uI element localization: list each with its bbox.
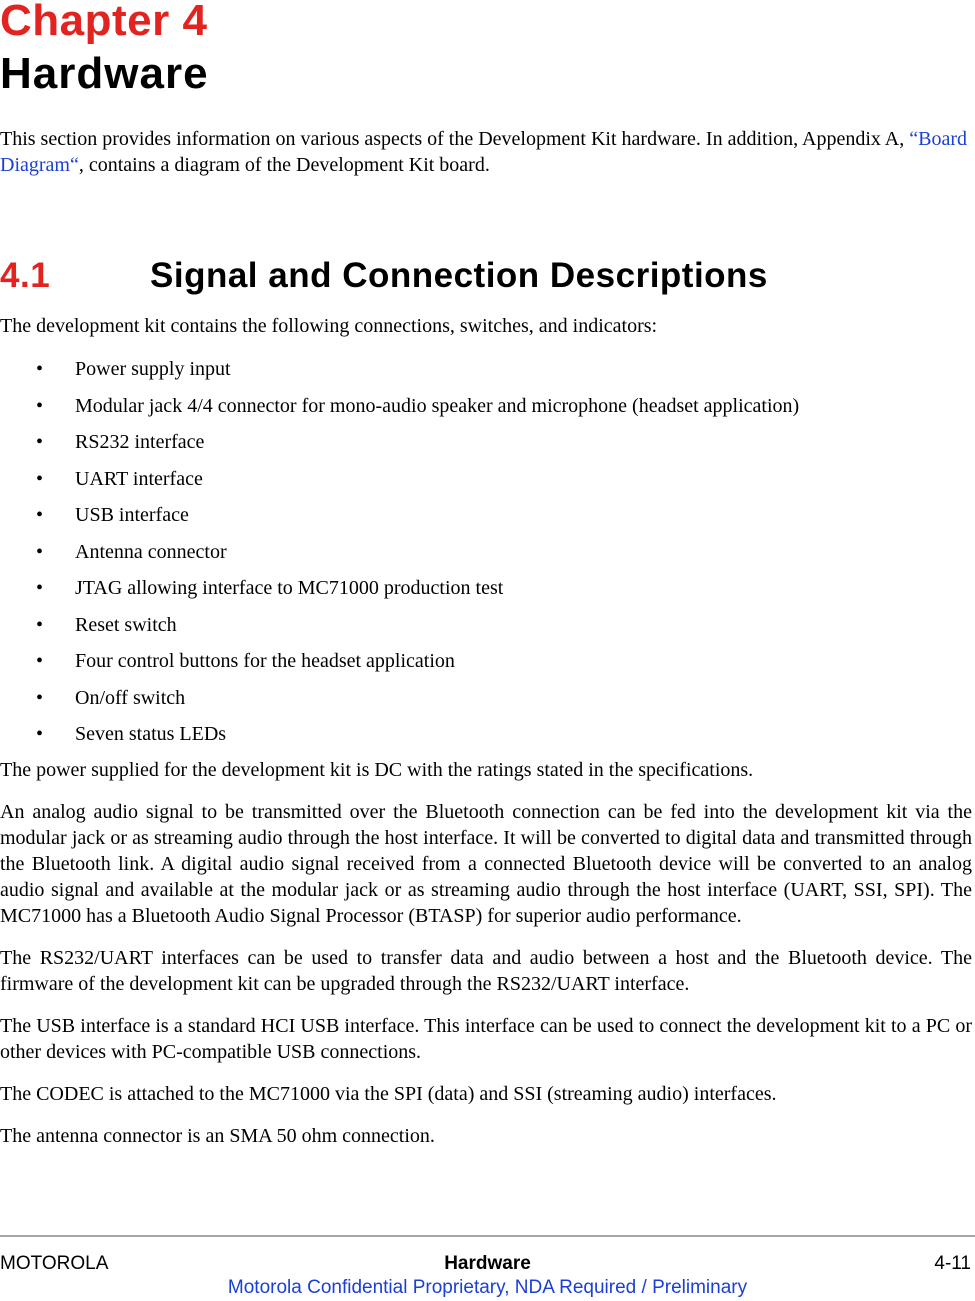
feature-list xyxy=(0,356,799,758)
intro-text-after: , contains a diagram of the Development Kit board. xyxy=(78,154,490,176)
paragraph-rs232-uart: The RS232/UART interfaces can be used to transfer data and audio between a host and the Bluetooth device. The firmware of the development kit can be upgraded through the RS232/UART interface. xyxy=(0,947,972,995)
board-diagram-link[interactable]: “Board Diagram“ xyxy=(0,128,968,176)
paragraph-codec: The CODEC is attached to the MC71000 via the SPI (data) and SSI (streaming audio) interfaces. xyxy=(0,1083,777,1105)
list-item-text: Power supply input xyxy=(75,358,231,380)
body-text xyxy=(0,757,972,1165)
list-item-text: Seven status LEDs xyxy=(75,723,227,745)
chapter-label: Chapter 4 xyxy=(0,0,208,45)
list-item xyxy=(0,466,799,503)
list-item xyxy=(0,393,799,430)
intro-text-before: This section provides information on various aspects of the Development Kit hardware. In addition, Appendix A, xyxy=(0,128,910,150)
footer-confidential-notice: Motorola Confidential Proprietary, NDA Required / Preliminary xyxy=(227,1277,748,1298)
section-heading xyxy=(0,254,768,298)
list-item xyxy=(0,575,799,612)
paragraph-usb: The USB interface is a standard HCI USB interface. This interface can be used to connect the development kit to a PC or other devices with PC-compatible USB connections. xyxy=(0,1015,972,1063)
list-item xyxy=(0,356,799,393)
chapter-title: Hardware xyxy=(0,49,209,98)
bullet-icon: • xyxy=(36,650,44,672)
list-item xyxy=(0,612,799,649)
list-item-text: Antenna connector xyxy=(75,540,227,563)
bullet-icon: • xyxy=(36,540,44,563)
bullet-icon: • xyxy=(36,686,44,709)
list-item-text: JTAG allowing interface to MC71000 production test xyxy=(75,577,504,599)
bullet-icon: • xyxy=(36,723,44,745)
list-item xyxy=(0,685,799,722)
footer-company: MOTOROLA xyxy=(0,1253,109,1274)
footer-page-number: 4-11 xyxy=(934,1253,971,1274)
bullet-icon: • xyxy=(36,577,44,599)
footer-chapter-title: Hardware xyxy=(444,1253,531,1274)
bullet-icon: • xyxy=(36,358,44,380)
paragraph-antenna: The antenna connector is an SMA 50 ohm connection. xyxy=(0,1125,435,1147)
list-item-text: Modular jack 4/4 connector for mono-audio speaker and microphone (headset application) xyxy=(75,394,800,417)
list-item xyxy=(0,648,799,685)
list-item-text: RS232 interface xyxy=(75,431,205,453)
list-item-text: Four control buttons for the headset application xyxy=(75,650,455,672)
section-title: Signal and Connection Descriptions xyxy=(150,256,768,295)
list-item-text: UART interface xyxy=(75,467,203,490)
bullet-icon: • xyxy=(36,467,44,490)
footer-divider xyxy=(0,1235,975,1237)
bullet-icon: • xyxy=(36,504,44,526)
list-item xyxy=(0,429,799,466)
list-item xyxy=(0,539,799,576)
intro-paragraph xyxy=(0,126,972,178)
bullet-icon: • xyxy=(36,394,44,417)
list-item xyxy=(0,721,799,758)
section-number: 4.1 xyxy=(0,256,51,295)
section-lead: The development kit contains the following connections, switches, and indicators: xyxy=(0,315,658,337)
list-item xyxy=(0,502,799,539)
list-item-text: Reset switch xyxy=(75,613,177,636)
bullet-icon: • xyxy=(36,431,44,453)
paragraph-audio: An analog audio signal to be transmitted over the Bluetooth connection can be fed into the development kit via the modular jack or as streaming audio through the host interface. It will be converted to digital data and transmitted through the Bluetooth link. A digital audio signal received from a connected Bluetooth device will be converted to an analog audio signal and available at the modular jack or as streaming audio through the host interface (UART, SSI, SPI). The MC71000 has a Bluetooth Audio Signal Processor (BTASP) for superior audio performance. xyxy=(0,801,972,927)
list-item-text: On/off switch xyxy=(75,686,186,709)
bullet-icon: • xyxy=(36,613,44,636)
paragraph-power: The power supplied for the development kit is DC with the ratings stated in the specifications. xyxy=(0,759,754,781)
list-item-text: USB interface xyxy=(75,504,189,526)
